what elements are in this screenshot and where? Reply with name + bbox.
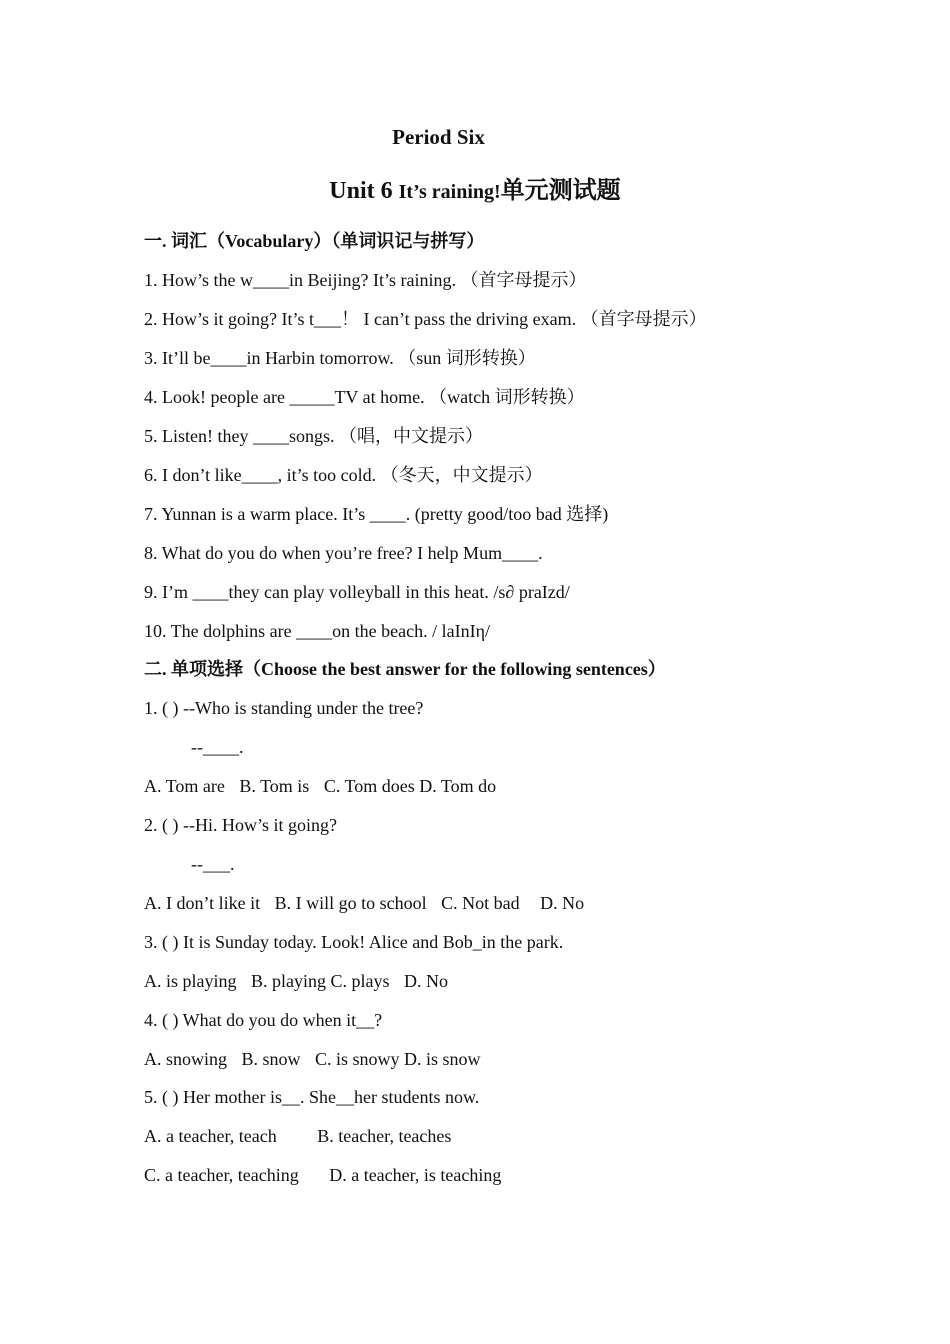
option-b: B. teacher, teaches: [317, 1126, 452, 1146]
option-a: A. Tom are: [144, 776, 225, 796]
vocab-item: 10. The dolphins are ____on the beach. / laInIη/: [144, 621, 490, 641]
option-c: C. is snowy: [315, 1049, 400, 1069]
question-options: [144, 1164, 501, 1186]
question-options: [144, 1048, 481, 1070]
option-d: D. a teacher, is teaching: [329, 1165, 502, 1185]
vocab-item: 4. Look! people are _____TV at home. （watch 词形转换）: [144, 387, 585, 407]
vocab-item: 5. Listen! they ____songs. （唱，中文提示）: [144, 426, 483, 446]
vocab-item: 9. I’m ____they can play volleyball in this heat. /s∂ praIzd/: [144, 582, 570, 602]
option-b: B. snow: [241, 1049, 301, 1069]
option-c: C. Not bad: [441, 893, 520, 913]
option-d: D. is snow: [404, 1049, 481, 1069]
question-stem: 2. ( ) --Hi. How’s it going?: [144, 815, 337, 835]
question-options: [144, 1125, 451, 1147]
option-c: C. plays: [330, 971, 390, 991]
option-a: A. a teacher, teach: [144, 1126, 277, 1146]
question-options: [144, 970, 448, 992]
option-d: D. Tom do: [419, 776, 497, 796]
section2-heading: 二. 单项选择（Choose the best answer for the following sentences）: [144, 659, 666, 679]
option-c: C. Tom does: [323, 776, 415, 796]
unit-number: Unit 6: [329, 178, 393, 204]
vocab-item: 2. How’s it going? It’s t___！ I can’t pass the driving exam. （首字母提示）: [144, 309, 707, 329]
option-d: D. No: [404, 971, 449, 991]
vocab-item: 1. How’s the w____in Beijing? It’s raining. （首字母提示）: [144, 270, 587, 290]
unit-name: It’s raining!: [398, 181, 501, 203]
vocab-item: 3. It’ll be____in Harbin tomorrow. （sun 词形转换）: [144, 348, 536, 368]
option-b: B. playing: [251, 971, 326, 991]
option-a: A. snowing: [144, 1049, 228, 1069]
vocab-item: 7. Yunnan is a warm place. It’s ____. (pretty good/too bad 选择): [144, 504, 609, 524]
unit-title-cn: 单元测试题: [500, 178, 621, 204]
question-reply: --____.: [191, 737, 244, 757]
option-d: D. No: [540, 893, 585, 913]
unit-title: [0, 176, 950, 207]
question-stem: 3. ( ) It is Sunday today. Look! Alice and Bob_in the park.: [144, 932, 564, 952]
option-c: C. a teacher, teaching: [144, 1165, 299, 1185]
question-reply: --___.: [191, 854, 235, 874]
option-b: B. I will go to school: [274, 893, 427, 913]
section1-heading: 一. 词汇（Vocabulary）（单词识记与拼写）: [144, 231, 485, 251]
question-stem: 5. ( ) Her mother is__. She__her students now.: [144, 1087, 480, 1107]
option-a: A. I don’t like it: [144, 893, 261, 913]
question-options: [144, 892, 584, 914]
question-options: [144, 775, 496, 797]
question-stem: 4. ( ) What do you do when it__?: [144, 1010, 383, 1030]
option-b: B. Tom is: [239, 776, 310, 796]
question-stem: 1. ( ) --Who is standing under the tree?: [144, 698, 424, 718]
vocab-item: 8. What do you do when you’re free? I help Mum____.: [144, 543, 543, 563]
period-title: Period Six: [392, 125, 485, 149]
option-a: A. is playing: [144, 971, 237, 991]
vocab-item: 6. I don’t like____, it’s too cold. （冬天，中文提示）: [144, 465, 543, 485]
